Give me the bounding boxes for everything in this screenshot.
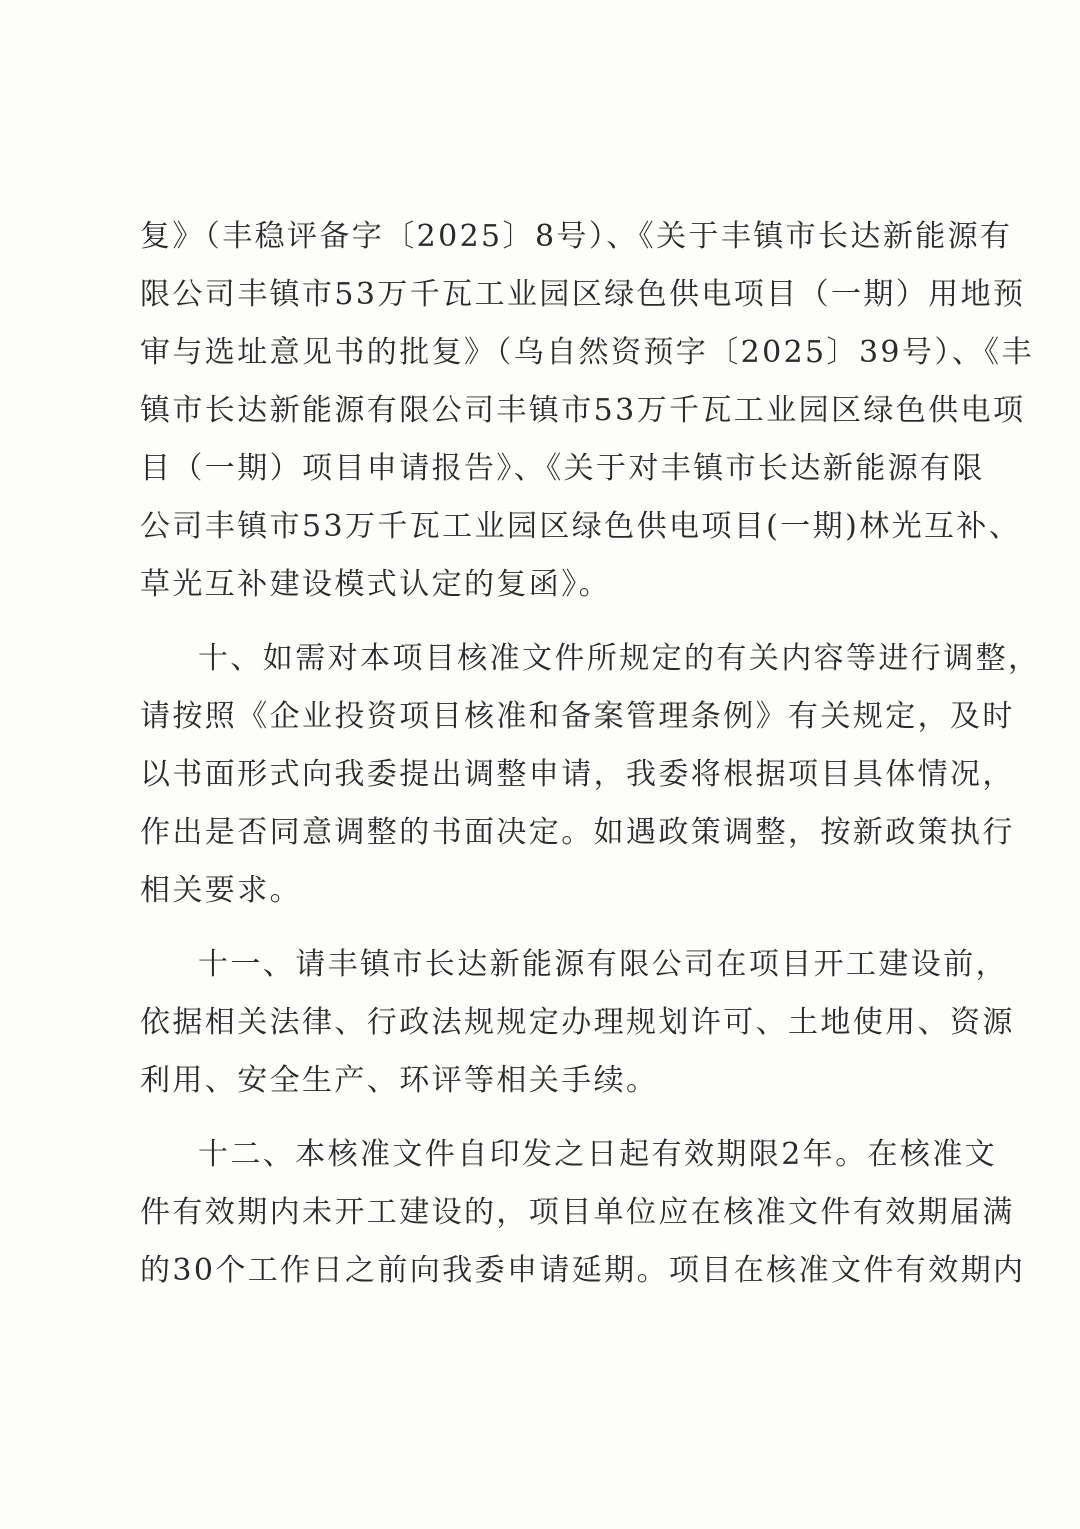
text-line: 的30个工作日之前向我委申请延期。项目在核准文件有效期内 — [140, 1253, 1026, 1288]
paragraph-item-11 — [140, 936, 1015, 1110]
text-line: 复》（丰稳评备字〔2025〕8号）、《关于丰镇市长达新能源有 — [140, 219, 1013, 254]
text-line: 公司丰镇市53万千瓦工业园区绿色供电项目(一期)林光互补、 — [140, 509, 1022, 544]
text-line: 相关要求。 — [140, 873, 302, 908]
text-line: 件有效期内未开工建设的，项目单位应在核准文件有效期届满 — [140, 1195, 1015, 1230]
paragraph-gap — [140, 614, 940, 630]
paragraph-gap — [140, 920, 940, 936]
document-body — [140, 208, 1041, 1300]
text-line: 利用、安全生产、环评等相关手续。 — [140, 1063, 659, 1098]
text-line: 目（一期）项目申请报告》、《关于对丰镇市长达新能源有限 — [140, 451, 985, 486]
paragraph-item-12 — [140, 1126, 1026, 1300]
text-line: 十一、请丰镇市长达新能源有限公司在项目开工建设前， — [198, 947, 1008, 982]
text-line: 十二、本核准文件自印发之日起有效期限2年。在核准文 — [198, 1137, 998, 1172]
text-line: 以书面形式向我委提出调整申请，我委将根据项目具体情况， — [140, 757, 1015, 792]
paragraph-item-10 — [140, 630, 1041, 920]
text-line: 请按照《企业投资项目核准和备案管理条例》有关规定，及时 — [140, 699, 1015, 734]
paragraph-gap — [140, 1110, 940, 1126]
text-line: 依据相关法律、行政法规规定办理规划许可、土地使用、资源 — [140, 1005, 1015, 1040]
paragraph-continuation — [140, 208, 1034, 614]
text-line: 草光互补建设模式认定的复函》。 — [140, 567, 611, 602]
text-line: 镇市长达新能源有限公司丰镇市53万千瓦工业园区绿色供电项 — [140, 393, 1026, 428]
text-line: 十、如需对本项目核准文件所规定的有关内容等进行调整， — [198, 641, 1041, 676]
text-line: 审与选址意见书的批复》（乌自然资预字〔2025〕39号）、《丰 — [140, 335, 1034, 370]
text-line: 作出是否同意调整的书面决定。如遇政策调整，按新政策执行 — [140, 815, 1015, 850]
text-line: 限公司丰镇市53万千瓦工业园区绿色供电项目（一期）用地预 — [140, 277, 1026, 312]
